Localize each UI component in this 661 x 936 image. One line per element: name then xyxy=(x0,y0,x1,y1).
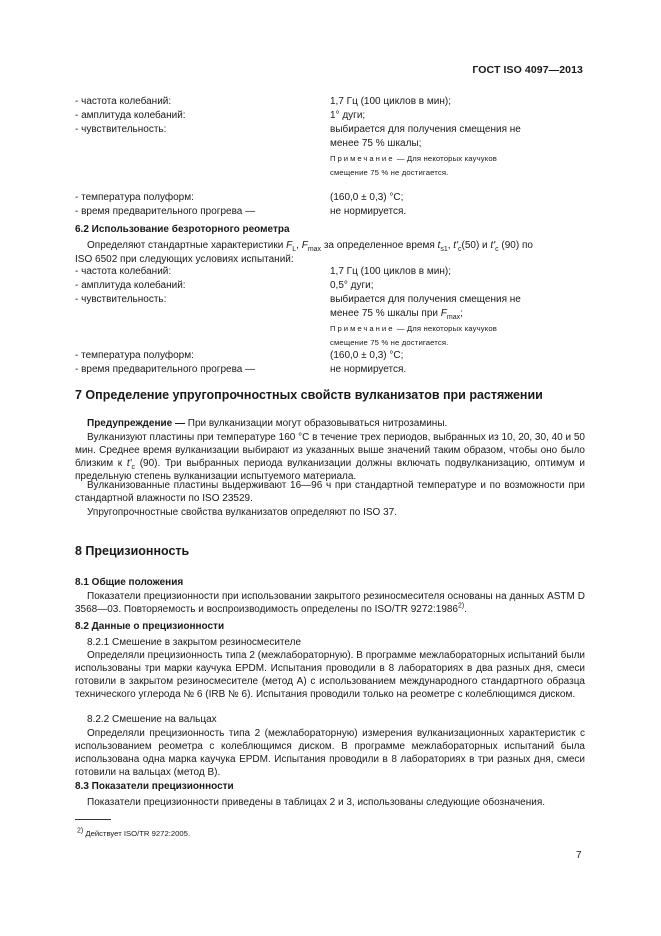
condition-value: 1,7 Гц (100 циклов в мин); xyxy=(330,266,451,277)
condition-row xyxy=(75,363,585,376)
condition-row xyxy=(75,95,585,108)
note xyxy=(330,152,497,165)
condition-value-cont: менее 75 % шкалы при $F_{max}$; xyxy=(330,308,463,321)
section-heading-8-3: 8.3 Показатели прецизионности xyxy=(75,781,234,792)
section-8-2-1-paragraph: Определяли прецизионность типа 2 (межлабораторную). В программе межлабораторных испытаний были использованы три марки каучука EPDM. Испытания проводили в 8 лабораториях в два разных дня, смеси готовили в закрытом резиносмесителе (метод A) с использованием международного стандартного образца технического углерода № 6 (IRB № 6). Испытания проводили только на реометре с колеблющимся диском. xyxy=(75,650,585,700)
condition-value: выбирается для получения смещения не xyxy=(330,124,521,135)
note-label: Примечание xyxy=(330,324,395,333)
condition-value: не нормируется. xyxy=(330,364,407,375)
section-6-2-intro: Определяют стандартные характеристики $F_L$, $F_{max}$ за определенное время $t_{s1}$, $t'_c(50)$ и $t'_c$ (90) по xyxy=(87,240,533,253)
condition-label: - температура полуформ: xyxy=(75,350,194,361)
section-8-3-paragraph: Показатели прецизионности приведены в таблицах 2 и 3, использованы следующие обозначения. xyxy=(87,797,546,808)
condition-label: - амплитуда колебаний: xyxy=(75,110,186,121)
condition-value: (160,0 ± 0,3) °C; xyxy=(330,192,404,203)
footnote-divider xyxy=(75,819,111,820)
section-heading-8-2: 8.2 Данные о прецизионности xyxy=(75,621,225,632)
section-8-2-2-paragraph: Определяли прецизионность типа 2 (межлабораторную) измерения вулканизационных характеристик с использованием реометра с колеблющимся диском. В программе межлабораторных испытаний была использована одна марка каучука EPDM. Испытания проводили в 8 лабораториях в три разных дня, смеси готовили на вальцах (метод B). xyxy=(75,728,585,778)
condition-label: - частота колебаний: xyxy=(75,96,172,107)
condition-value: (160,0 ± 0,3) °C; xyxy=(330,350,404,361)
section-heading-6-2: 6.2 Использование безроторного реометра xyxy=(75,224,290,235)
section-heading-8-2-1: 8.2.1 Смешение в закрытом резиносмесителе xyxy=(87,637,302,648)
note-label: Примечание xyxy=(330,154,395,163)
section-6-2-intro-line2: ISO 6502 при следующих условиях испытаний: xyxy=(75,254,294,265)
document-code: ГОСТ ISO 4097—2013 xyxy=(472,64,583,76)
condition-row xyxy=(75,279,585,292)
section-7-paragraph-3: Упругопрочностные свойства вулканизатов определяют по ISO 37. xyxy=(87,507,397,518)
condition-value: не нормируется. xyxy=(330,206,407,217)
note-cont: смещение 75 % не достигается. xyxy=(330,168,449,177)
condition-label: - температура полуформ: xyxy=(75,192,194,203)
condition-label: - время предварительного прогрева — xyxy=(75,206,256,217)
note-cont: смещение 75 % не достигается. xyxy=(330,338,449,347)
condition-value: 1,7 Гц (100 циклов в мин); xyxy=(330,96,451,107)
condition-label: - чувствительность: xyxy=(75,124,167,135)
condition-row xyxy=(75,205,585,218)
section-heading-7: 7 Определение упругопрочностных свойств вулканизатов при растяжении xyxy=(75,388,543,402)
warning xyxy=(87,417,447,430)
section-heading-8: 8 Прецизионность xyxy=(75,544,190,558)
condition-label: - время предварительного прогрева — xyxy=(75,364,256,375)
section-8-1-paragraph: Показатели прецизионности при использовании закрытого резиносмесителя основаны на данных ASTM D 3568—03. Повторяемость и воспроизводимость определены по ISO/TR 9272:1986$^{2)}$. xyxy=(75,591,585,615)
footnote-mark: 2) xyxy=(77,827,84,835)
footnote xyxy=(77,827,190,840)
condition-value: 1° дуги; xyxy=(330,110,366,121)
condition-label: - амплитуда колебаний: xyxy=(75,280,186,291)
condition-row xyxy=(75,191,585,204)
note-text: — Для некоторых каучуков xyxy=(394,154,497,163)
section-7-paragraph-2: Вулканизованные пластины выдерживают 16—96 ч при стандартной температуре и по возможности при стандартной влажности по ISO 23529. xyxy=(75,480,585,504)
condition-row xyxy=(75,123,585,136)
condition-value-cont: менее 75 % шкалы; xyxy=(330,138,422,149)
condition-value: выбирается для получения смещения не xyxy=(330,294,521,305)
warning-label: Предупреждение — xyxy=(87,418,185,429)
condition-row xyxy=(75,109,585,122)
note xyxy=(330,322,497,335)
condition-row xyxy=(75,265,585,278)
condition-row xyxy=(75,293,585,306)
condition-value: 0,5° дуги; xyxy=(330,280,374,291)
section-heading-8-2-2: 8.2.2 Смешение на вальцах xyxy=(87,714,217,725)
note-text: — Для некоторых каучуков xyxy=(394,324,497,333)
footnote-text: Действует ISO/TR 9272:2005. xyxy=(83,829,191,838)
section-heading-8-1: 8.1 Общие положения xyxy=(75,577,184,588)
section-7-paragraph-1: Вулканизуют пластины при температуре 160 °C в течение трех периодов, выбранных из 10, 20, 30, 40 и 50 мин. Среднее время вулканизации выбирают из указанных выше значений таким образом, чтобы оно было близким к $t'_c$ (90). Три выбранных периода вулканизации должны включать подвулканизацию, оптимум и предельную степень вулканизации испытуемого материала. xyxy=(75,432,585,482)
condition-row xyxy=(75,349,585,362)
warning-text: При вулканизации могут образовываться нитрозамины. xyxy=(185,418,448,429)
condition-label: - чувствительность: xyxy=(75,294,167,305)
page-number: 7 xyxy=(576,850,582,861)
condition-label: - частота колебаний: xyxy=(75,266,172,277)
